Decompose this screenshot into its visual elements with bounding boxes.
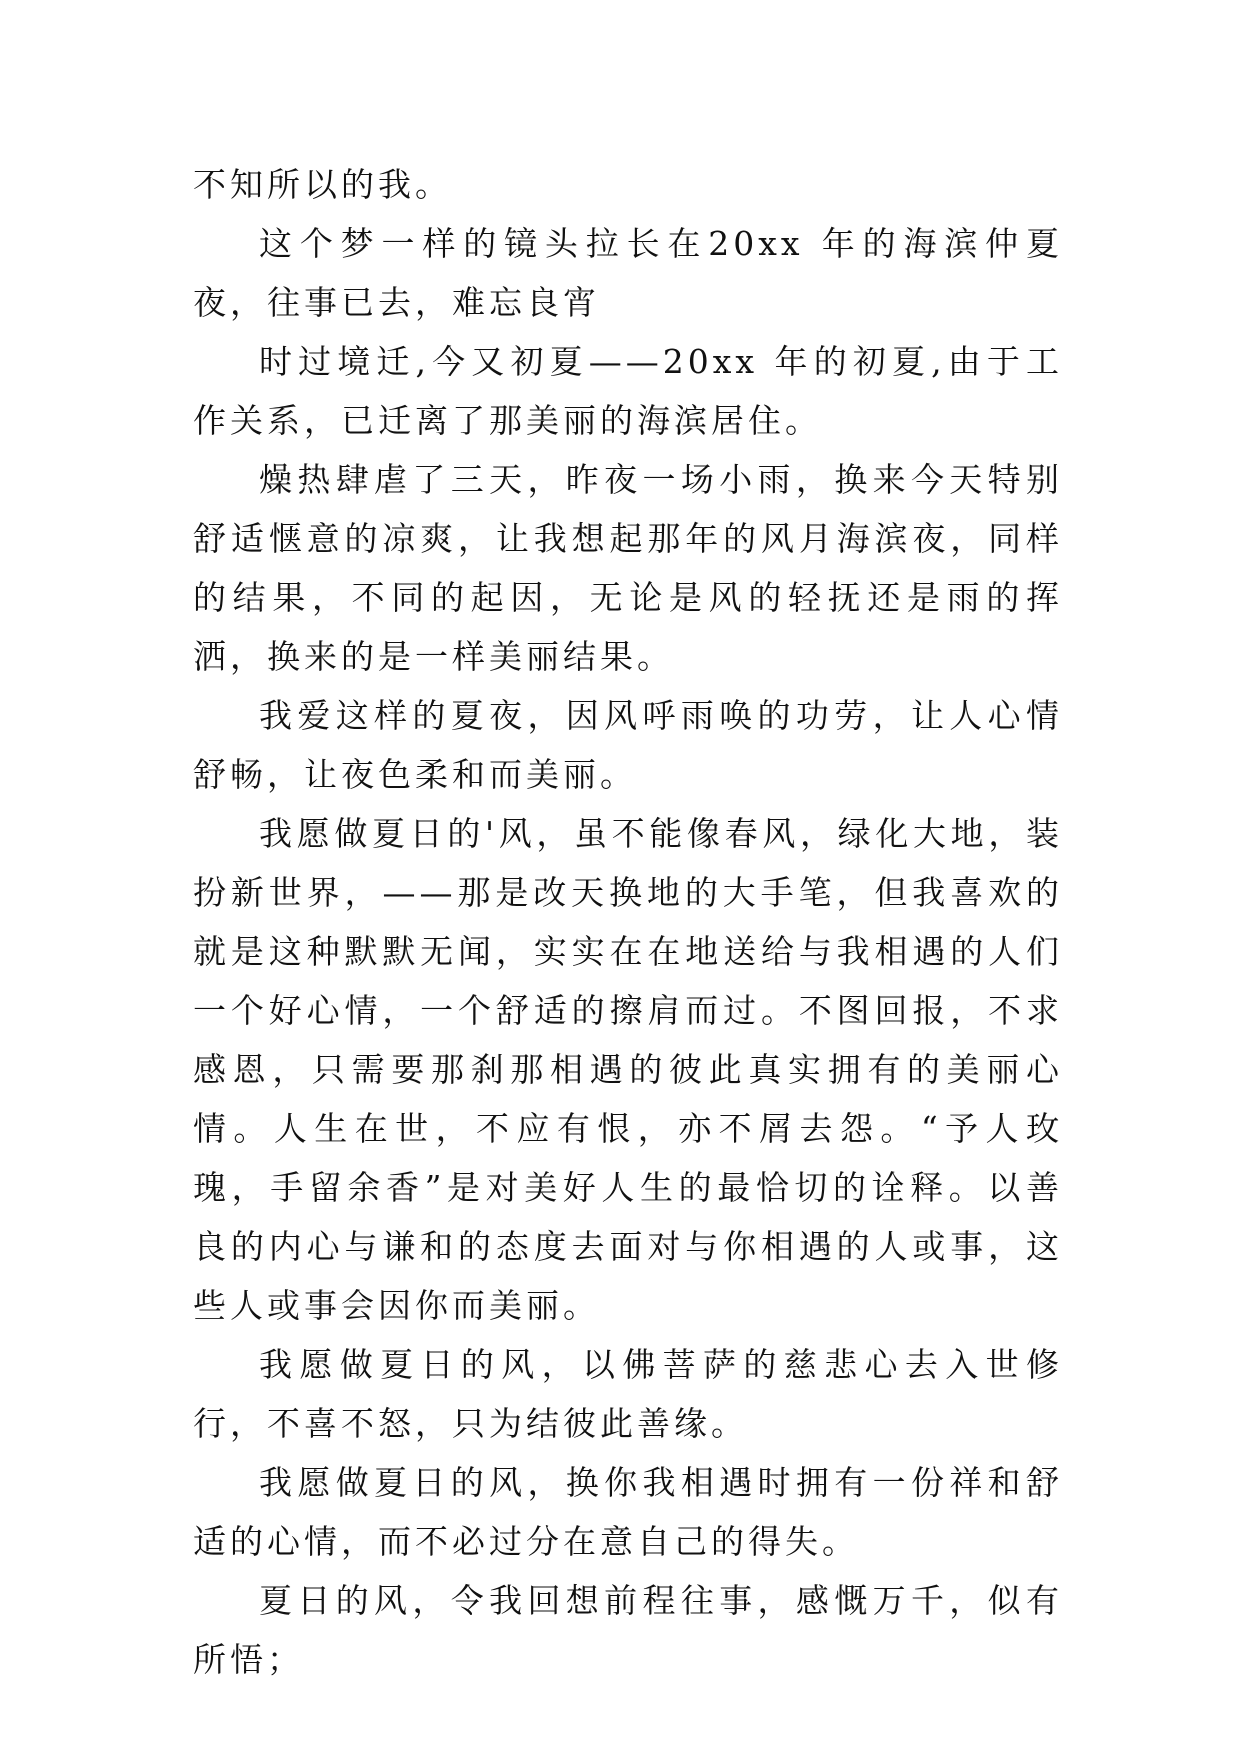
paragraph-3: 时过境迁,今又初夏——20xx 年的初夏,由于工作关系，已迁离了那美丽的海滨居住。 (193, 342, 1063, 440)
paragraph-1: 不知所以的我。 (193, 165, 452, 204)
paragraph-9: 夏日的风，令我回想前程往事，感慨万千，似有所悟； (193, 1581, 1063, 1679)
paragraph-5: 我爱这样的夏夜，因风呼雨唤的功劳，让人心情舒畅，让夜色柔和而美丽。 (193, 696, 1063, 794)
paragraph-2: 这个梦一样的镜头拉长在20xx 年的海滨仲夏夜，往事已去，难忘良宵 (193, 224, 1063, 322)
document-body (193, 155, 1063, 1689)
paragraph-4: 燥热肆虐了三天，昨夜一场小雨，换来今天特别舒适惬意的凉爽，让我想起那年的风月海滨夜，同样的结果，不同的起因，无论是风的轻抚还是雨的挥洒，换来的是一样美丽结果。 (193, 460, 1063, 676)
paragraph-8: 我愿做夏日的风，换你我相遇时拥有一份祥和舒适的心情，而不必过分在意自己的得失。 (193, 1463, 1063, 1561)
paragraph-7: 我愿做夏日的风，以佛菩萨的慈悲心去入世修行，不喜不怒，只为结彼此善缘。 (193, 1345, 1063, 1443)
paragraph-6: 我愿做夏日的'风，虽不能像春风，绿化大地，装扮新世界，——那是改天换地的大手笔，但我喜欢的就是这种默默无闻，实实在在地送给与我相遇的人们一个好心情，一个舒适的擦肩而过。不图回报，不求感恩，只需要那刹那相遇的彼此真实拥有的美丽心情。人生在世，不应有恨，亦不屑去怨。“予人玫瑰，手留余香”是对美好人生的最恰切的诠释。以善良的内心与谦和的态度去面对与你相遇的人或事，这些人或事会因你而美丽。 (193, 814, 1063, 1325)
